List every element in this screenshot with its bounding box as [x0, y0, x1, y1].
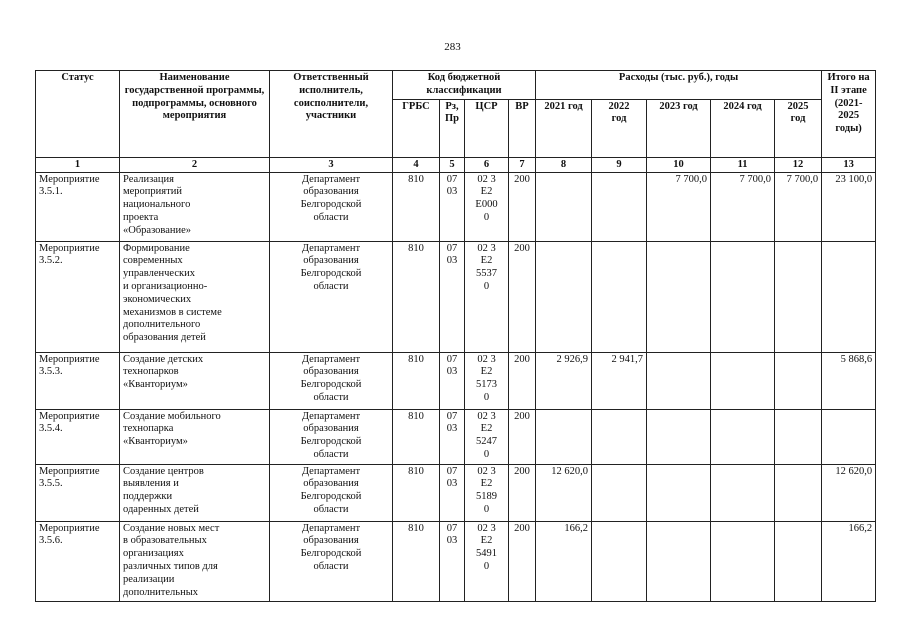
row-rz-pr: 07 03	[440, 409, 465, 464]
column-number: 7	[509, 157, 536, 172]
row-2023-value	[647, 241, 711, 352]
row-status: Мероприятие 3.5.6.	[36, 521, 120, 601]
row-2022-value	[592, 241, 647, 352]
row-2024-value: 7 700,0	[711, 172, 775, 241]
row-csr: 02 3 E2 5247 0	[465, 409, 509, 464]
column-number: 4	[393, 157, 440, 172]
header-2024: 2024 год	[711, 99, 775, 157]
row-2024-value	[711, 409, 775, 464]
row-grbs: 810	[393, 521, 440, 601]
row-program-name: Создание мобильного технопарка «Кванториум»	[120, 409, 270, 464]
row-rz-pr: 07 03	[440, 464, 465, 521]
column-number: 3	[270, 157, 393, 172]
row-2022-value	[592, 172, 647, 241]
row-program-name: Создание детских технопарков «Кванториум»	[120, 352, 270, 409]
row-2022-value	[592, 409, 647, 464]
row-status: Мероприятие 3.5.5.	[36, 464, 120, 521]
row-grbs: 810	[393, 464, 440, 521]
table-row	[36, 352, 876, 409]
row-responsible: Департамент образования Белгородской области	[270, 172, 393, 241]
column-number: 10	[647, 157, 711, 172]
header-total: Итого на II этапе (2021-2025 годы)	[822, 71, 876, 158]
row-2021-value	[536, 172, 592, 241]
row-grbs: 810	[393, 409, 440, 464]
header-grbs: ГРБС	[393, 99, 440, 157]
table-row	[36, 241, 876, 352]
row-grbs: 810	[393, 172, 440, 241]
page-number: 283	[444, 41, 461, 53]
table-row	[36, 464, 876, 521]
row-2023-value	[647, 521, 711, 601]
row-2022-value	[592, 464, 647, 521]
row-grbs: 810	[393, 241, 440, 352]
table-row	[36, 409, 876, 464]
row-2024-value	[711, 464, 775, 521]
header-csr: ЦСР	[465, 99, 509, 157]
row-2025-value	[775, 409, 822, 464]
row-vr: 200	[509, 172, 536, 241]
header-status: Статус	[36, 71, 120, 158]
row-2021-value	[536, 409, 592, 464]
row-vr: 200	[509, 241, 536, 352]
column-number: 11	[711, 157, 775, 172]
table-row	[36, 521, 876, 601]
column-number: 12	[775, 157, 822, 172]
row-2023-value	[647, 352, 711, 409]
row-2022-value	[592, 521, 647, 601]
row-rz-pr: 07 03	[440, 241, 465, 352]
row-responsible: Департамент образования Белгородской области	[270, 241, 393, 352]
row-2021-value: 12 620,0	[536, 464, 592, 521]
header-vr: ВР	[509, 99, 536, 157]
row-2021-value: 2 926,9	[536, 352, 592, 409]
row-rz-pr: 07 03	[440, 521, 465, 601]
table-row	[36, 172, 876, 241]
row-2023-value	[647, 409, 711, 464]
row-csr: 02 3 E2 5189 0	[465, 464, 509, 521]
row-total-value: 166,2	[822, 521, 876, 601]
row-program-name: Формирование современных управленческих и организационно- экономических механизмов в системе дополнительного образования детей	[120, 241, 270, 352]
header-2022: 2022 год	[592, 99, 647, 157]
header-2021: 2021 год	[536, 99, 592, 157]
row-total-value	[822, 409, 876, 464]
row-rz-pr: 07 03	[440, 172, 465, 241]
row-2024-value	[711, 352, 775, 409]
row-2024-value	[711, 521, 775, 601]
row-2025-value: 7 700,0	[775, 172, 822, 241]
row-2021-value	[536, 241, 592, 352]
row-csr: 02 3 E2 5173 0	[465, 352, 509, 409]
row-2025-value	[775, 241, 822, 352]
column-number: 13	[822, 157, 876, 172]
column-number: 1	[36, 157, 120, 172]
column-number: 8	[536, 157, 592, 172]
row-total-value: 12 620,0	[822, 464, 876, 521]
row-vr: 200	[509, 409, 536, 464]
header-responsible: Ответственный исполнитель, соисполнители, участники	[270, 71, 393, 158]
column-number: 5	[440, 157, 465, 172]
row-csr: 02 3 E2 E000 0	[465, 172, 509, 241]
row-responsible: Департамент образования Белгородской области	[270, 464, 393, 521]
row-2023-value: 7 700,0	[647, 172, 711, 241]
row-2025-value	[775, 352, 822, 409]
row-2025-value	[775, 464, 822, 521]
column-number-row	[36, 157, 876, 172]
row-responsible: Департамент образования Белгородской области	[270, 409, 393, 464]
row-grbs: 810	[393, 352, 440, 409]
row-total-value: 5 868,6	[822, 352, 876, 409]
row-vr: 200	[509, 521, 536, 601]
budget-table	[35, 70, 876, 602]
row-responsible: Департамент образования Белгородской области	[270, 521, 393, 601]
row-status: Мероприятие 3.5.4.	[36, 409, 120, 464]
row-vr: 200	[509, 352, 536, 409]
header-2025: 2025 год	[775, 99, 822, 157]
row-status: Мероприятие 3.5.1.	[36, 172, 120, 241]
row-responsible: Департамент образования Белгородской области	[270, 352, 393, 409]
row-csr: 02 3 E2 5537 0	[465, 241, 509, 352]
row-2021-value: 166,2	[536, 521, 592, 601]
row-status: Мероприятие 3.5.3.	[36, 352, 120, 409]
header-rz-pr: Рз, Пр	[440, 99, 465, 157]
row-status: Мероприятие 3.5.2.	[36, 241, 120, 352]
column-number: 6	[465, 157, 509, 172]
row-rz-pr: 07 03	[440, 352, 465, 409]
column-number: 2	[120, 157, 270, 172]
row-program-name: Создание центров выявления и поддержки одаренных детей	[120, 464, 270, 521]
row-program-name: Создание новых мест в образовательных организациях различных типов для реализации дополнительных	[120, 521, 270, 601]
row-total-value: 23 100,0	[822, 172, 876, 241]
header-budget-code: Код бюджетной классификации	[393, 71, 536, 100]
row-total-value	[822, 241, 876, 352]
header-2023: 2023 год	[647, 99, 711, 157]
header-program-name: Наименование государственной программы, подпрограммы, основного мероприятия	[120, 71, 270, 158]
row-2025-value	[775, 521, 822, 601]
header-expenses: Расходы (тыс. руб.), годы	[536, 71, 822, 100]
row-csr: 02 3 E2 5491 0	[465, 521, 509, 601]
row-2023-value	[647, 464, 711, 521]
column-number: 9	[592, 157, 647, 172]
row-program-name: Реализация мероприятий национального проекта «Образование»	[120, 172, 270, 241]
row-vr: 200	[509, 464, 536, 521]
row-2024-value	[711, 241, 775, 352]
row-2022-value: 2 941,7	[592, 352, 647, 409]
